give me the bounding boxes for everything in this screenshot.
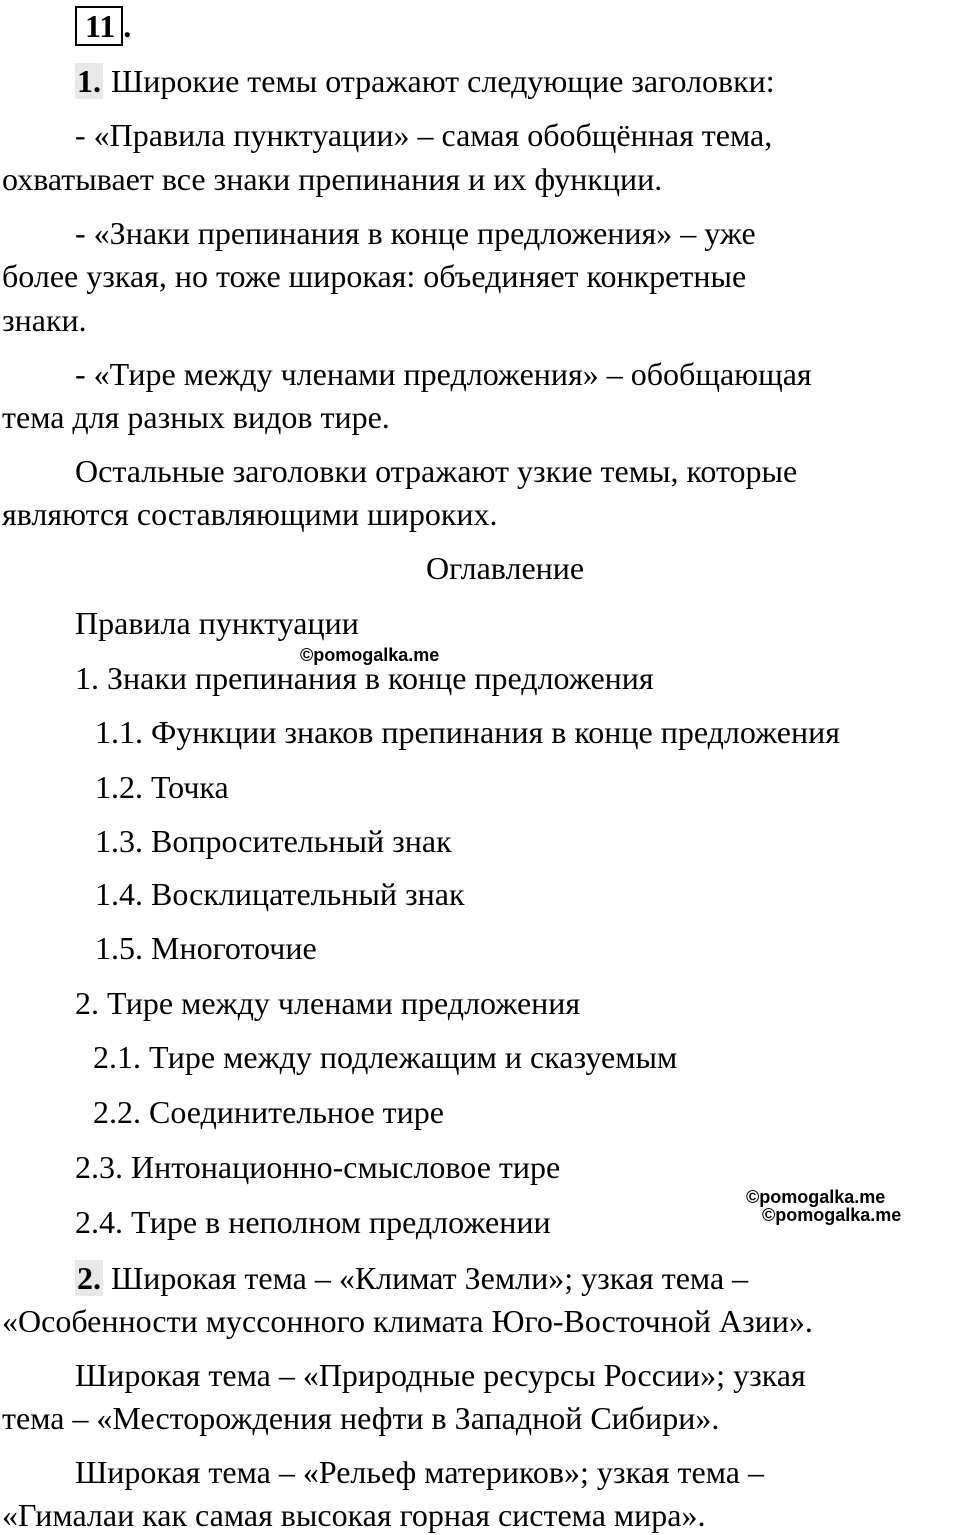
part2-example3-line1: Широкая тема – «Рельеф материков»; узкая тема – [75,1454,764,1490]
toc-item-2-2: 2.2. Соединительное тире [93,1094,444,1130]
watermark: ©pomogalka.me [746,1187,886,1207]
toc-item-1: 1. Знаки препинания в конце предложения [75,660,654,696]
part2-example2-line1: Широкая тема – «Природные ресурсы России»; узкая [75,1357,806,1393]
part2-example1-line2: «Особенности муссонного климата Юго-Восточной Азии». [2,1303,813,1339]
toc-heading: Оглавление [426,550,585,586]
task-number [75,6,131,46]
part1-rest-line1: Остальные заголовки отражают узкие темы, которые [75,453,798,489]
part1-item3-line2: тема для разных видов тире. [2,399,390,435]
toc-item-1-5: 1.5. Многоточие [95,930,317,966]
part1-intro-line [75,61,775,101]
toc-item-1-2: 1.2. Точка [95,769,229,805]
part1-item1-line1: - «Правила пунктуации» – самая обобщённая тема, [75,117,773,153]
toc-item-2: 2. Тире между членами предложения [75,985,581,1021]
toc-item-2-1: 2.1. Тире между подлежащим и сказуемым [93,1039,678,1075]
part1-intro: Широкие темы отражают следующие заголовки: [103,63,775,99]
part2-example1-text: Широкая тема – «Климат Земли»; узкая тема – [103,1260,749,1296]
part1-item2-line1: - «Знаки препинания в конце предложения» – уже [75,215,756,251]
part1-marker: 1. [77,63,101,99]
watermark: ©pomogalka.me [300,645,440,665]
toc-item-1-1: 1.1. Функции знаков препинания в конце предложения [95,714,840,750]
part1-item2-line2: более узкая, но тоже широкая: объединяет конкретные [2,258,747,294]
part1-item2-line3: знаки. [2,302,87,338]
task-number-dot: . [123,8,132,44]
part1-item3-line1: - «Тире между членами предложения» – обобщающая [75,356,812,392]
part1-item1-line2: охватывает все знаки препинания и их функции. [2,161,663,197]
toc-item-2-3: 2.3. Интонационно-смысловое тире [75,1149,561,1185]
part2-example3-line2: «Гималаи как самая высокая горная система мира». [2,1497,706,1533]
part2-example1-line1 [75,1258,748,1298]
task-number-box: 11 [75,6,123,46]
part2-marker: 2. [77,1260,101,1296]
toc-item-2-4: 2.4. Тире в неполном предложении [75,1204,551,1240]
watermark: ©pomogalka.me [762,1205,902,1225]
toc-root: Правила пунктуации [75,605,359,641]
part1-rest-line2: являются составляющими широких. [2,496,498,532]
part2-example2-line2: тема – «Месторождения нефти в Западной Сибири». [2,1400,720,1436]
toc-item-1-4: 1.4. Восклицательный знак [95,876,465,912]
toc-item-1-3: 1.3. Вопросительный знак [95,823,452,859]
